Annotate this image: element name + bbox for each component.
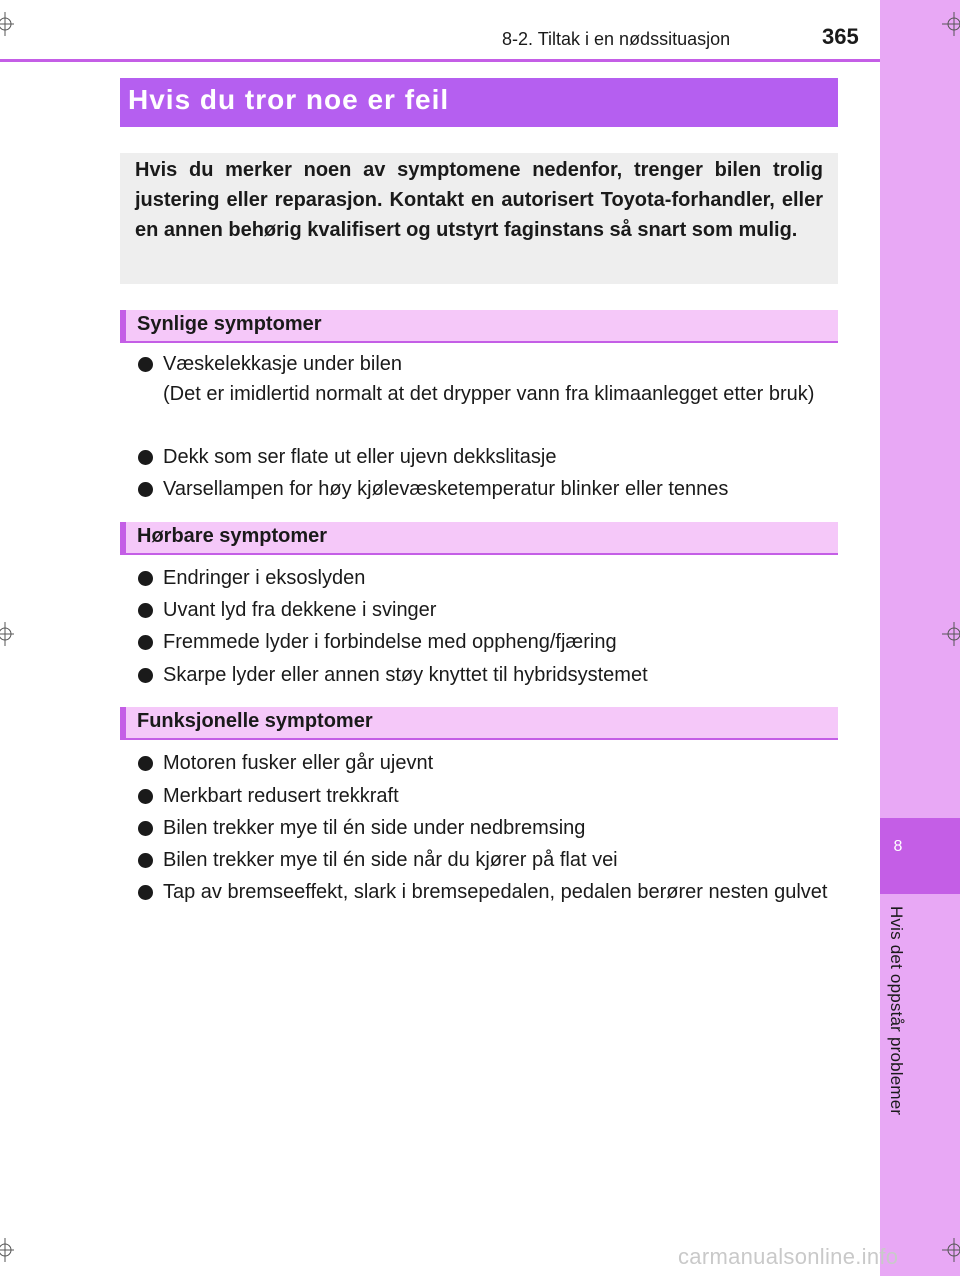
list-item-text: Varsellampen for høy kjølevæsketemperatur blinker eller tennes bbox=[163, 478, 729, 500]
bullet-icon bbox=[138, 571, 153, 586]
list-item-text: Merkbart redusert trekkraft bbox=[163, 785, 399, 807]
list-item bbox=[138, 781, 838, 811]
bullet-icon bbox=[138, 885, 153, 900]
bullet-icon bbox=[138, 853, 153, 868]
bullet-icon bbox=[138, 450, 153, 465]
bullet-icon bbox=[138, 603, 153, 618]
list-item bbox=[138, 349, 838, 439]
bullet-icon bbox=[138, 482, 153, 497]
chapter-number: 8 bbox=[893, 838, 903, 855]
list-item-text: Skarpe lyder eller annen støy knyttet til hybridsystemet bbox=[163, 664, 648, 686]
list-item bbox=[138, 627, 838, 657]
list-item-text: Motoren fusker eller går ujevnt bbox=[163, 752, 434, 774]
breadcrumb: 8-2. Tiltak i en nødssituasjon bbox=[502, 29, 731, 49]
section-heading: Synlige symptomer bbox=[137, 313, 322, 335]
page-title: Hvis du tror noe er feil bbox=[128, 84, 450, 115]
bullet-icon bbox=[138, 668, 153, 683]
watermark: carmanualsonline.info bbox=[678, 1244, 899, 1269]
bullet-icon bbox=[138, 756, 153, 771]
bullet-icon bbox=[138, 635, 153, 650]
chapter-title-vertical: Hvis det oppstår problemer bbox=[887, 906, 906, 1116]
list-item-text: Bilen trekker mye til én side når du kjører på flat vei bbox=[163, 849, 618, 871]
chapter-number-tab bbox=[880, 818, 960, 894]
section-header-functional bbox=[120, 707, 838, 740]
section-heading: Hørbare symptomer bbox=[137, 525, 328, 547]
section-heading: Funksjonelle symptomer bbox=[137, 710, 373, 732]
bullet-icon bbox=[138, 821, 153, 836]
intro-text: Hvis du merker noen av symptomene nedenfor, trenger bilen trolig justering eller reparasjon. Kontakt en autorisert Toyota-forhandler, eller en annen behørig kvalifisert og utstyrt faginstans så snart som mulig. bbox=[135, 159, 823, 241]
list-item bbox=[138, 563, 838, 593]
list-item bbox=[138, 474, 838, 504]
page-number: 365 bbox=[822, 24, 859, 49]
list-item-text: Fremmede lyder i forbindelse med oppheng/fjæring bbox=[163, 631, 617, 653]
list-item-text: Tap av bremseeffekt, slark i bremsepedalen, pedalen berører nesten gulvet bbox=[163, 881, 828, 903]
list-item-text: Endringer i eksoslyden bbox=[163, 567, 366, 589]
section-header-visible bbox=[120, 310, 838, 343]
list-item bbox=[138, 595, 838, 625]
list-item bbox=[138, 442, 838, 472]
list-item-text: Bilen trekker mye til én side under nedbremsing bbox=[163, 817, 586, 839]
bullet-icon bbox=[138, 789, 153, 804]
list-item-text: Dekk som ser flate ut eller ujevn dekkslitasje bbox=[163, 446, 557, 468]
list-item bbox=[138, 813, 838, 843]
list-item bbox=[138, 660, 838, 690]
list-item-text: Uvant lyd fra dekkene i svinger bbox=[163, 599, 437, 621]
list-item bbox=[138, 845, 838, 875]
bullet-icon bbox=[138, 357, 153, 372]
header-rule bbox=[0, 59, 880, 62]
list-item-note: (Det er imidlertid normalt at det drypper vann fra klimaanlegget etter bruk) bbox=[163, 383, 815, 405]
list-item bbox=[138, 748, 838, 778]
list-item-text: Væskelekkasje under bilen bbox=[163, 353, 403, 375]
list-item bbox=[138, 877, 838, 937]
section-header-audible bbox=[120, 522, 838, 555]
